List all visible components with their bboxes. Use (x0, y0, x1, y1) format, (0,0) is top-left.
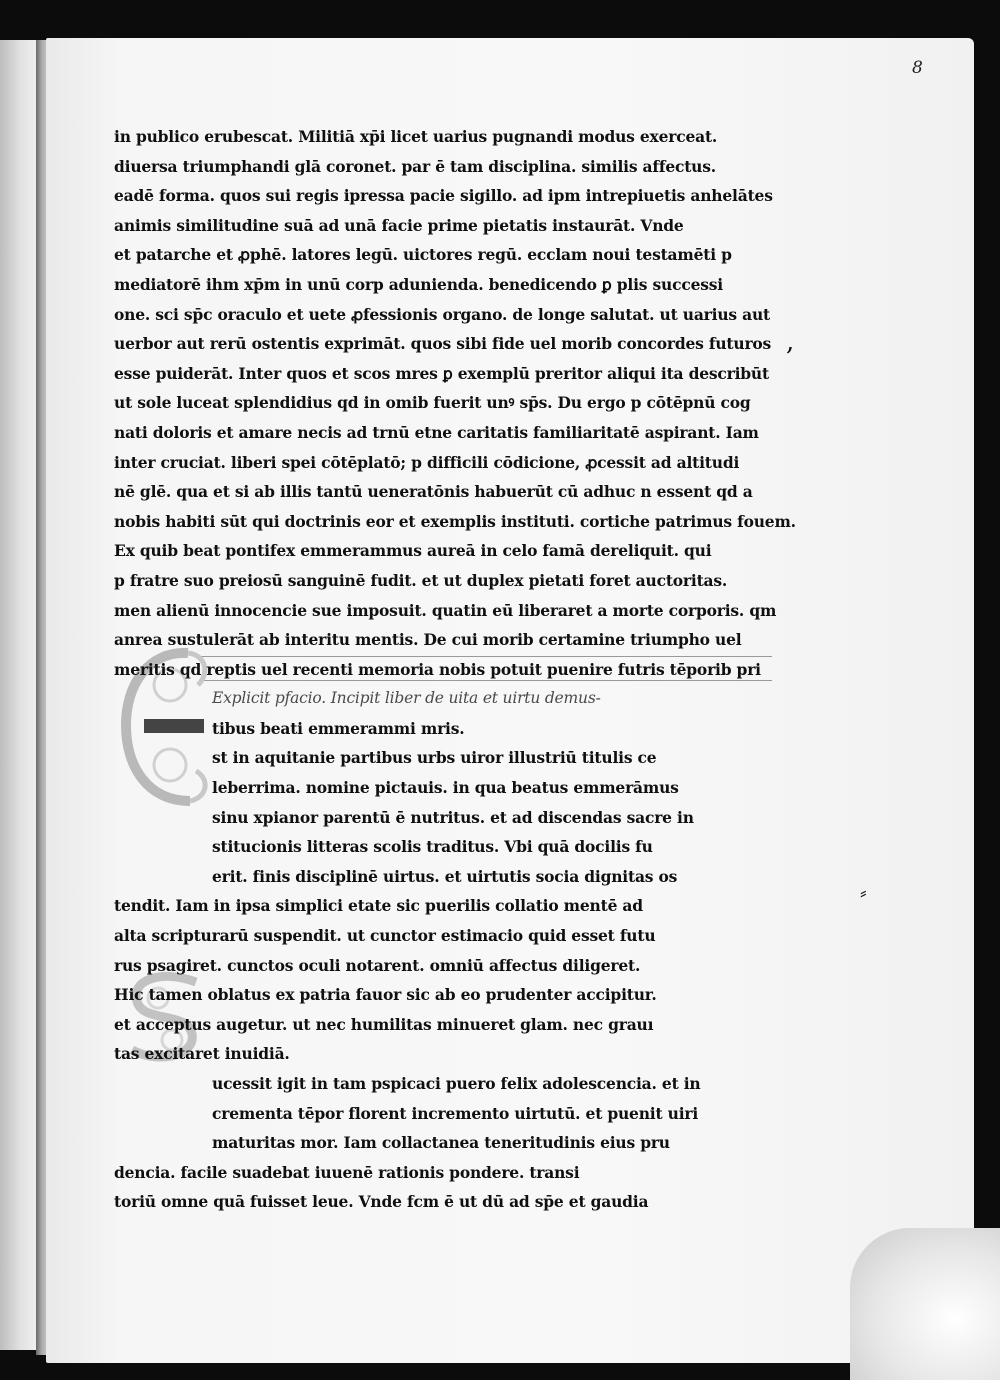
text-line: ucessit igit in tam pspicaci puero felix adolescencia. et in (212, 1074, 701, 1093)
text-line: nē glē. qua et si ab illis tantū ueneratōnis habuerūt cū adhuc n essent qd a (114, 482, 753, 502)
text-line: stitucionis litteras scolis traditus. Vbi quā docilis fu (212, 837, 653, 857)
rubric-line: tibus beati emmerammi mris. (212, 718, 465, 738)
text-line: anrea sustulerāt ab interitu mentis. De cui morib certamine triumpho uel (114, 630, 742, 650)
margin-annotation-mark: ⸗ (860, 880, 867, 904)
text-line: alta scripturarū suspendit. ut cunctor estimacio quid esset futu (114, 926, 656, 946)
text-line: crementa tēpor florent incremento uirtutū. et puenit uiri (212, 1103, 699, 1123)
text-line: nobis habiti sūt qui doctrinis eor et exemplis instituti. cortiche patrimus fouem. (114, 511, 796, 531)
text-line: uerbor aut rerū ostentis exprimāt. quos sibi fide uel morib concordes futuros (114, 334, 772, 354)
manuscript-text-block (114, 122, 804, 1217)
rubric-line: Explicit pfacio. Incipit liber de uita et uirtu demus- (212, 689, 601, 708)
text-line: leberrima. nomine pictauis. in qua beatus emmerāmus (212, 778, 679, 798)
text-line: dencia. facile suadebat iuuenē rationis pondere. transi (114, 1162, 580, 1182)
text-line: inter cruciat. liberi spei cōtēplatō; p difficili cōdicione, ꝓcessit ad altitudi (114, 452, 740, 472)
text-line: in publico erubescat. Militiā xp̄i licet uarius pugnandi modus exerceat. (114, 127, 718, 146)
text-line: eadē forma. quos sui regis ipressa pacie sigillo. ad ipm intrepiuetis anhelātes (114, 186, 773, 206)
text-line: esse puiderāt. Inter quos et scos mres ꝑ exemplū preritor aliqui ita describūt (114, 363, 769, 383)
margin-comma-mark: , (786, 327, 795, 357)
text-line: rus psagiret. cunctos oculi notarent. omniū affectus diligeret. (114, 955, 641, 975)
text-line: sinu xpianor parentū ē nutritus. et ad discendas sacre in (212, 807, 694, 827)
text-line: et patarche et ꝓphē. latores legū. uictores regū. ecclam noui testamēti p (114, 245, 732, 265)
text-line: animis similitudine suā ad unā facie prime pietatis instaurāt. Vnde (114, 215, 684, 235)
folio-number: 8 (912, 58, 923, 78)
text-line: Ex quib beat pontifex emmerammus aureā in celo famā dereliquit. qui (114, 541, 712, 561)
text-line: erit. finis disciplinē uirtus. et uirtutis socia dignitas os (212, 866, 678, 886)
text-line: tas excitaret inuidiā. (114, 1044, 290, 1064)
text-line: toriū omne quā fuisset leue. Vnde fcm ē ut dū ad sp̄e et gaudia (114, 1192, 649, 1212)
text-line: tendit. Iam in ipsa simplici etate sic puerilis collatio mentē ad (114, 896, 643, 916)
text-line: mediatorē ihm xp̄m in unū corp adunienda. benedicendo ꝑ plis successi (114, 274, 723, 294)
text-line: ut sole luceat splendidius qd in omib fuerit unꝰ sp̄s. Du ergo p cōtēpnū cog (114, 393, 751, 413)
text-line: nati doloris et amare necis ad trnū etne caritatis familiaritatē aspirant. Iam (114, 422, 759, 442)
text-line: Hic tamen oblatus ex patria fauor sic ab eo prudenter accipitur. (114, 985, 657, 1005)
text-line: et acceptus augetur. ut nec humilitas minueret glam. nec grauı (114, 1014, 654, 1034)
thumb-photo (850, 1228, 1000, 1380)
text-line: one. sci sp̄c oraculo et uete ꝓfessionis organo. de longe salutat. ut uarius aut (114, 304, 770, 324)
text-line: men alienū innocencie sue imposuit. quatin eū liberaret a morte corporis. qm (114, 600, 777, 620)
text-line: st in aquitanie partibus urbs uiror illustriū titulis ce (212, 748, 657, 768)
text-line: meritis qd reptis uel recenti memoria nobis potuit puenire futris tēporib pri (114, 659, 761, 679)
text-line: diuersa triumphandi glā coronet. par ē tam disciplina. similis affectus. (114, 156, 716, 176)
text-line: p fratre suo preiosū sanguinē fudit. et ut duplex pietati foret auctoritas. (114, 570, 728, 590)
previous-page-edge (0, 40, 38, 1350)
text-line: maturitas mor. Iam collactanea teneritudinis eius pru (212, 1133, 670, 1153)
